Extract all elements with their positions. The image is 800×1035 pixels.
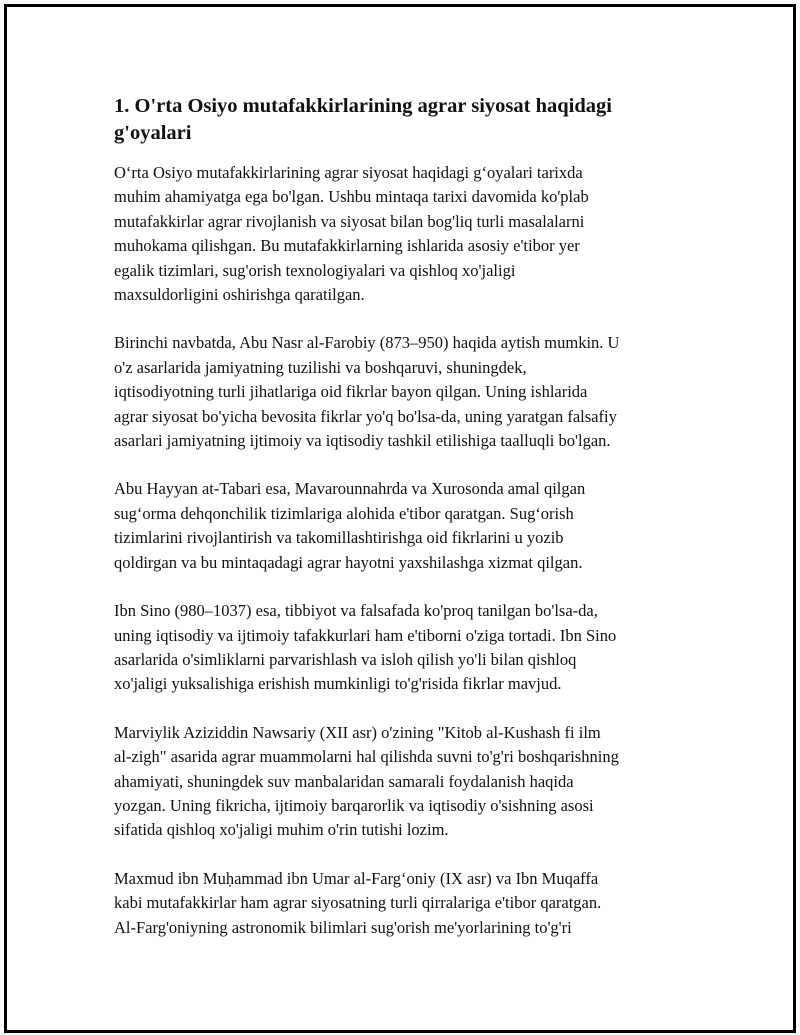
paragraph-intro: O‘rta Osiyo mutafakkirlarining agrar siyosat haqidagi g‘oyalari tarixda muhim ahamiyatga ega bo'lgan. Ushbu mintaqa tarixi davomida ko'plab mutafakkirlar agrar rivojlanish va siyosat bilan bog'liq turli masalalarni muhokama qilishgan. Bu mutafakkirlarning ishlarida asosiy e'tibor yer egalik tizimlari, sug'orish texnologiyalari va qishloq xo'jaligi maxsuldorligini oshirishga qaratilgan.: [114, 163, 589, 305]
paragraph-ibn-sino: Ibn Sino (980–1037) esa, tibbiyot va falsafada ko'proq tanilgan bo'lsa-da, uning iqtisodiy va ijtimoiy tafakkurlari ham e'tiborni o'ziga tortadi. Ibn Sino asarlarida o'simliklarni parvarishlash va isloh qilish yo'li bilan qishloq xo'jaligi yuksalishiga erishish mumkinligi to'g'risida fikrlar mavjud.: [114, 601, 617, 694]
paragraph-farobiy: Birinchi navbatda, Abu Nasr al-Farobiy (873–950) haqida aytish mumkin. U o'z asarlarida jamiyatning tuzilishi va boshqaruvi, shuningdek, iqtisodiyotning turli jihatlariga oid fikrlar bayon qilgan. Uning ishlarida agrar siyosat bo'yicha bevosita fikrlar yo'q bo'lsa-da, uning yaratgan falsafiy asarlari jamiyatning ijtimoiy va iqtisodiy tashkil etilishiga taalluqli bo'lgan.: [114, 333, 620, 451]
paragraph-nawsariy: Marviylik Aziziddin Nawsariy (XII asr) o'zining "Kitob al-Kushash fi ilm al-zigh" asarida agrar muammolarni hal qilishda suvni to'g'ri boshqarishning ahamiyati, shuningdek suv manbalaridan samarali foydalanish haqida yozgan. Uning fikricha, ijtimoiy barqarorlik va iqtisodiy o'sishning asosi sifatida qishloq xo'jaligi muhim o'rin tutishi lozim.: [114, 722, 619, 840]
paragraph-farg-oniy: Maxmud ibn Muḥammad ibn Umar al-Farg‘oniy (IX asr) va Ibn Muqaffa kabi mutafakkirlar ham agrar siyosatning turli qirralariga e'tibor qaratgan. Al-Farg'oniyning astronomik bilimlari sug'orish me'yorlarining to'g'ri: [114, 868, 602, 937]
section-title: 1. O'rta Osiyo mutafakkirlarining agrar siyosat haqidagi g'oyalari: [114, 95, 612, 144]
paragraph-tabari: Abu Hayyan at-Tabari esa, Mavarounnahrda va Xurosonda amal qilgan sug‘orma dehqonchilik tizimlariga alohida e'tibor qaratgan. Sug‘orish tizimlarini rivojlantirish va takomillashtirishga oid fikrlarini u yozib qoldirgan va bu mintaqadagi agrar hayotni yaxshilashga xizmat qilgan.: [114, 479, 586, 572]
document-body: [114, 93, 686, 964]
